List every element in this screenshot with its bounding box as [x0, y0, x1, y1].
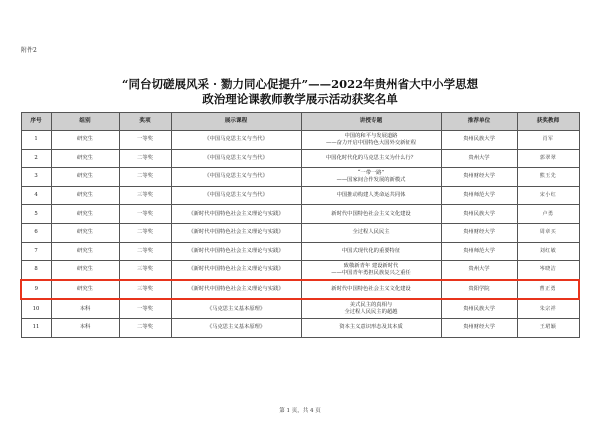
- row-number: 1: [21, 131, 51, 150]
- row-topic: [301, 223, 441, 242]
- row-topic: [301, 318, 441, 337]
- row-unit: 贵州民族大学: [441, 131, 517, 150]
- row-course: 《新时代中国特色社会主义理论与实践》: [171, 261, 301, 280]
- row-course: 《新时代中国特色社会主义理论与实践》: [171, 242, 301, 261]
- row-award: 二等奖: [119, 168, 171, 187]
- row-unit: 贵州民族大学: [441, 299, 517, 318]
- row-number: 6: [21, 223, 51, 242]
- page-title-line-2: 政治理论课教师教学展示活动获奖名单: [202, 92, 398, 106]
- row-group: 本科: [51, 299, 119, 318]
- row-unit: 贵州财经大学: [441, 318, 517, 337]
- header-group: 组别: [51, 113, 119, 131]
- row-teacher: [517, 299, 579, 318]
- header-course: 展示课程: [171, 113, 301, 131]
- row-teacher: [517, 242, 579, 261]
- row-group: 研究生: [51, 223, 119, 242]
- row-topic: [301, 280, 441, 300]
- row-teacher: [517, 168, 579, 187]
- topic-line-2: ——国家间合作发展的新模式: [336, 176, 406, 183]
- topic-line-1: 新时代中国特色社会主义文化建设: [331, 210, 411, 217]
- topic-line-1: 资本主义意识形态及其本质: [339, 324, 403, 331]
- row-group: 研究生: [51, 261, 119, 280]
- table-row: [21, 223, 579, 242]
- row-number: 4: [21, 186, 51, 205]
- topic-line-1: 新时代中国特色社会主义文化建设: [331, 286, 411, 293]
- row-group: 研究生: [51, 280, 119, 300]
- row-group: 研究生: [51, 149, 119, 168]
- row-number: 7: [21, 242, 51, 261]
- row-unit: 贵州大学: [441, 149, 517, 168]
- row-number: 9: [21, 280, 51, 300]
- award-table: [20, 112, 580, 338]
- page-footer: 第 1 页，共 4 页: [279, 408, 321, 414]
- row-award: 三等奖: [119, 261, 171, 280]
- row-number: 8: [21, 261, 51, 280]
- teacher-name: 肖军: [542, 136, 554, 143]
- row-award: 三等奖: [119, 186, 171, 205]
- row-number: 5: [21, 205, 51, 224]
- row-unit: 贵州财经大学: [441, 168, 517, 187]
- row-award: 三等奖: [119, 280, 171, 300]
- table-row: [21, 280, 579, 300]
- row-unit: 贵州民族大学: [441, 205, 517, 224]
- header-teacher: 获奖教师: [517, 113, 579, 131]
- header-no: 序号: [21, 113, 51, 131]
- row-number: 2: [21, 149, 51, 168]
- row-course: 《新时代中国特色社会主义理论与实践》: [171, 205, 301, 224]
- topic-line-2: 全过程人民民主的超越: [344, 309, 398, 316]
- row-topic: [301, 205, 441, 224]
- topic-line-2: ——奋力开启中国特色大国外交新征程: [325, 139, 417, 146]
- page-title-line-1: “同台切磋展风采 · 勠力同心促提升”——2022年贵州省大中小学思想: [121, 77, 479, 91]
- row-number: 3: [21, 168, 51, 187]
- topic-line-1: 中国推动构建人类命运共同体: [336, 192, 406, 199]
- teacher-name: 卢勇: [542, 210, 554, 217]
- table-body: [21, 131, 579, 338]
- row-award: 一等奖: [119, 299, 171, 318]
- row-group: 研究生: [51, 242, 119, 261]
- row-award: 二等奖: [119, 318, 171, 337]
- row-topic: [301, 131, 441, 150]
- table-row: [21, 168, 579, 187]
- row-topic: [301, 168, 441, 187]
- row-course: 《新时代中国特色社会主义理论与实践》: [171, 280, 301, 300]
- topic-line-1: 中国式现代化的重要特征: [341, 247, 401, 254]
- annex-label: 附件2: [21, 47, 37, 54]
- table-row: [21, 186, 579, 205]
- table-row: [21, 205, 579, 224]
- row-topic: [301, 149, 441, 168]
- row-award: 二等奖: [119, 149, 171, 168]
- teacher-name: 朱宗祥: [539, 305, 557, 312]
- row-teacher: [517, 280, 579, 300]
- table-row: [21, 149, 579, 168]
- topic-line-1: “一带一路”: [357, 169, 385, 176]
- table-row: [21, 261, 579, 280]
- row-unit: 贵阳学院: [441, 280, 517, 300]
- row-number: 11: [21, 318, 51, 337]
- row-award: 二等奖: [119, 242, 171, 261]
- table-row: [21, 131, 579, 150]
- row-topic: [301, 242, 441, 261]
- table-row: [21, 299, 579, 318]
- row-number: 10: [21, 299, 51, 318]
- topic-line-1: 致敬新青年 建设新时代: [343, 262, 399, 269]
- teacher-name: 曹正勇: [539, 286, 556, 293]
- row-unit: 贵州财经大学: [441, 223, 517, 242]
- row-course: 《马克思主义基本原理》: [171, 299, 301, 318]
- row-unit: 贵州师范大学: [441, 242, 517, 261]
- row-group: 研究生: [51, 131, 119, 150]
- table-header-row: [21, 113, 579, 131]
- row-topic: [301, 186, 441, 205]
- row-award: 一等奖: [119, 131, 171, 150]
- teacher-name: 熊玉先: [539, 173, 557, 180]
- teacher-name: 宋小红: [539, 192, 557, 199]
- row-award: 一等奖: [119, 205, 171, 224]
- row-group: 研究生: [51, 168, 119, 187]
- row-unit: 贵州大学: [441, 261, 517, 280]
- teacher-name: 周章买: [539, 229, 557, 236]
- header-award: 奖项: [119, 113, 171, 131]
- teacher-name: 郭翠翠: [539, 154, 557, 161]
- row-course: 《中国马克思主义与当代》: [171, 149, 301, 168]
- row-course: 《马克思主义基本原理》: [171, 318, 301, 337]
- row-award: 二等奖: [119, 223, 171, 242]
- table-row: [21, 242, 579, 261]
- topic-line-2: ——中国青年勇担民族复兴之重任: [331, 269, 411, 276]
- row-teacher: [517, 261, 579, 280]
- row-teacher: [517, 186, 579, 205]
- row-teacher: [517, 149, 579, 168]
- row-group: 本科: [51, 318, 119, 337]
- header-topic: 讲授专题: [301, 113, 441, 131]
- row-course: 《中国马克思主义与当代》: [171, 168, 301, 187]
- teacher-name: 王珺颖: [539, 324, 557, 331]
- row-unit: 贵州师范大学: [441, 186, 517, 205]
- topic-line-1: 中国的和平与发展道路: [344, 132, 398, 139]
- teacher-name: 岑晓洁: [539, 266, 557, 273]
- row-teacher: [517, 205, 579, 224]
- row-teacher: [517, 131, 579, 150]
- row-course: 《新时代中国特色社会主义理论与实践》: [171, 223, 301, 242]
- topic-line-1: 美式民主的真相与: [349, 302, 393, 309]
- table-row: [21, 318, 579, 337]
- row-group: 研究生: [51, 186, 119, 205]
- topic-line-1: 中国化时代化的马克思主义为什么行？: [325, 154, 417, 161]
- row-teacher: [517, 318, 579, 337]
- row-group: 研究生: [51, 205, 119, 224]
- row-topic: [301, 261, 441, 280]
- header-unit: 推荐单位: [441, 113, 517, 131]
- row-teacher: [517, 223, 579, 242]
- topic-line-1: 全过程人民民主: [352, 229, 390, 236]
- row-topic: [301, 299, 441, 318]
- teacher-name: 刘红敏: [539, 247, 557, 254]
- row-course: 《中国马克思主义与当代》: [171, 186, 301, 205]
- row-course: 《中国马克思主义与当代》: [171, 131, 301, 150]
